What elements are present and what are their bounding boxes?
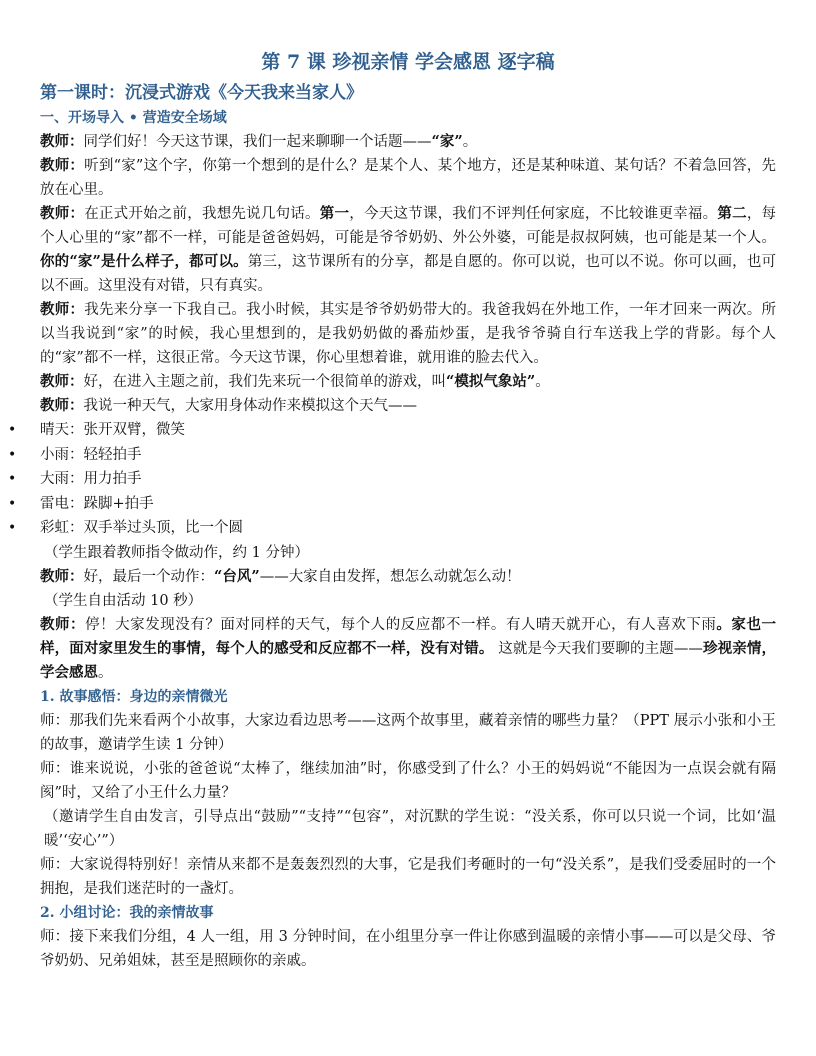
paragraph-theme: 教师：停！大家发现没有？面对同样的天气，每个人的反应都不一样。有人晴天就开心，有人喜欢下雨。家也一样，面对家里发生的事情，每个人的感受和反应都不一样，没有对错。 这就是今天我们要聊的主题——珍视亲情，学会感恩。 xyxy=(40,615,777,681)
paragraph-discussion-question: 师：谁来说说，小张的爸爸说“太棒了，继续加油”时，你感受到了什么？小王的妈妈说“不能因为一点误会就有隔阂”时，又给了小王什么力量？ xyxy=(40,760,777,801)
list-item: • 晴天：张开双臂，微笑 xyxy=(40,418,776,443)
document-title: 第 7 课 珍视亲情 学会感恩 逐字稿 xyxy=(261,51,555,73)
speaker-label: 师： xyxy=(40,856,70,873)
stage-note: （学生自由活动 10 秒） xyxy=(44,592,203,609)
bullet-icon: • xyxy=(8,471,17,487)
stage-note: （邀请学生自由发言，引导点出“鼓励”“支持”“包容”，对沉默的学生说：“没关系，你可以只说一个词，比如‘温暖’‘安心’”） xyxy=(44,808,776,849)
paragraph-question: 教师：听到“家”这个字，你第一个想到的是什么？是某个人、某个地方，还是某种味道、某句话？不着急回答，先放在心里。 xyxy=(40,157,776,198)
speaker-label: 教师： xyxy=(40,205,85,222)
list-item: • 小雨：轻轻拍手 xyxy=(40,443,776,468)
paragraph-personal-share: 教师：我先来分享一下我自己。我小时候，其实是爷爷奶奶带大的。我爸我妈在外地工作，一年才回来一两次。所以当我说到“家”的时候，我心里想到的，是我奶奶做的番茄炒蛋，是我爷爷骑自行车送我上学的背影。每个人的“家”都不一样，这很正常。今天这节课，你心里想着谁，就用谁的脸去代入。 xyxy=(40,301,777,366)
paragraph-group-task: 师：接下来我们分组，4 人一组，用 3 分钟时间，在小组里分享一件让你感到温暖的亲情小事——可以是父母、爷爷奶奶、兄弟姐妹，甚至是照顾你的亲戚。 xyxy=(40,928,777,969)
speaker-label: 教师： xyxy=(40,157,85,174)
section-heading-stories: 1. 故事感悟：身边的亲情微光 xyxy=(40,688,228,705)
speaker-label: 教师： xyxy=(40,397,84,414)
document-page xyxy=(8,48,777,973)
paragraph-stories: 师：那我们先来看两个小故事，大家边看边思考——这两个故事里，藏着亲情的哪些力量？（PPT 展示小张和小王的故事，邀请学生读 1 分钟） xyxy=(40,712,776,753)
paragraph-greeting: 教师：同学们好！今天这节课，我们一起来聊聊一个话题——“家”。 xyxy=(40,133,478,150)
section-heading-opening: 一、开场导入 • 营造安全场域 xyxy=(40,110,227,126)
bullet-icon: • xyxy=(8,495,17,512)
speaker-label: 教师： xyxy=(40,567,84,585)
speaker-label: 教师： xyxy=(40,615,86,633)
paragraph-summary: 师：大家说得特别好！亲情从来都不是轰轰烈烈的大事，它是我们考砸时的一句“没关系”，是我们受委屈时的一个拥抱，是我们迷茫时的一盏灯。 xyxy=(40,856,777,897)
bullet-icon: • xyxy=(8,520,17,536)
lesson-heading: 第一课时：沉浸式游戏《今天我来当家人》 xyxy=(40,83,363,103)
list-item: • 彩虹：双手举过头顶，比一个圆 xyxy=(40,516,776,541)
speaker-label: 教师： xyxy=(40,301,85,318)
speaker-label: 师： xyxy=(40,928,70,945)
speaker-label: 师： xyxy=(40,712,70,729)
weather-list xyxy=(8,418,776,541)
section-heading-group: 2. 小组讨论：我的亲情故事 xyxy=(40,904,214,921)
bullet-icon: • xyxy=(8,446,17,463)
stage-note: （学生跟着教师指令做动作，约 1 分钟） xyxy=(44,544,309,561)
list-item: • 雷电：跺脚+拍手 xyxy=(40,492,776,517)
speaker-label: 教师： xyxy=(40,133,84,150)
paragraph-game-rule: 教师：我说一种天气，大家用身体动作来模拟这个天气—— xyxy=(40,397,417,414)
paragraph-game-intro: 教师：好，在进入主题之前，我们先来玩一个很简单的游戏，叫“模拟气象站”。 xyxy=(40,373,550,390)
speaker-label: 师： xyxy=(40,760,70,777)
paragraph-rules: 教师：在正式开始之前，我想先说几句话。第一，今天这节课，我们不评判任何家庭，不比较谁更幸福。第二，每个人心里的“家”都不一样，可能是爸爸妈妈，可能是爷爷奶奶、外公外婆，可能是叔叔阿姨，也可能是某一个人。你的“家”是什么样子，都可以。第三，这节课所有的分享，都是自愿的。你可以说，也可以不说。你可以画，也可以不画。这里没有对错，只有真实。 xyxy=(40,205,777,294)
bullet-icon: • xyxy=(8,422,17,438)
paragraph-typhoon: 教师：好，最后一个动作：“台风”——大家自由发挥，想怎么动就怎么动！ xyxy=(40,567,521,585)
list-item: • 大雨：用力拍手 xyxy=(40,467,776,492)
speaker-label: 教师： xyxy=(40,373,84,390)
